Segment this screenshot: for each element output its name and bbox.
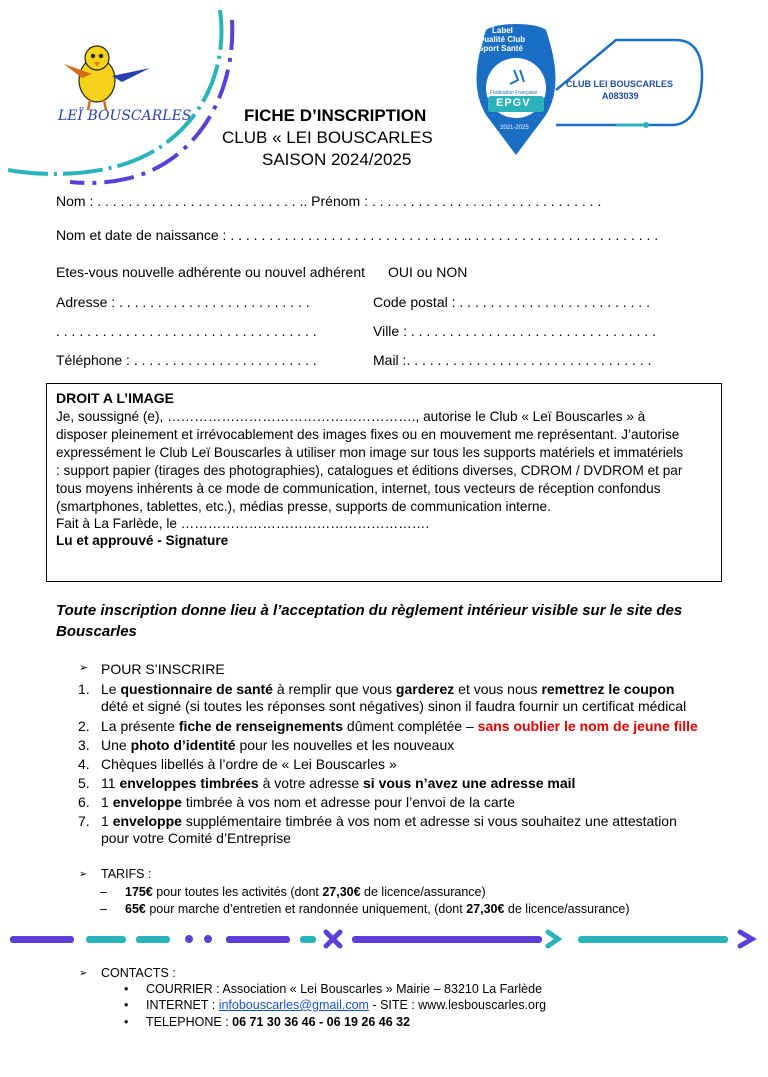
badge-club-name: CLUB LEI BOUSCARLES <box>566 79 674 89</box>
inscrire-item-3: Une photo d’identité pour les nouvelles et les nouveaux <box>101 737 455 753</box>
contacts-heading: CONTACTS : <box>101 966 176 980</box>
bullet-icon: • <box>124 982 129 996</box>
arrow-bullet-icon: ➢ <box>79 662 89 674</box>
item-number: 3. <box>78 737 90 753</box>
adresse-field[interactable]: Adresse : . . . . . . . . . . . . . . . . . . . . . . . . . <box>56 294 310 310</box>
droit-line-3: expressément le Club Leï Bouscarles à utiliser mon image sur tous les supports matériels et immatériels <box>56 445 684 460</box>
badge-label-3: Sport Santé <box>478 44 523 53</box>
badge-federation: Fédération Française <box>490 90 538 96</box>
form-title: FICHE D’INSCRIPTION <box>244 106 427 125</box>
nom-field[interactable]: Nom : . . . . . . . . . . . . . . . . . . . . . . . . . . .. Prénom : . . . . . . . . . . . . . . . . . . . . . . . . . . . . . . <box>56 193 602 209</box>
naissance-field[interactable]: Nom et date de naissance : . . . . . . . . . . . . . . . . . . . . . . . . . . . . . . .. . . . . . . . . . . . . . . . . . . . . . . . . <box>56 227 659 243</box>
inscrire-item-1: Le questionnaire de santé à remplir que vous garderez et vous nous remettrez le coupon <box>101 681 675 697</box>
item-number: 7. <box>78 813 90 829</box>
bullet-icon: • <box>124 1015 129 1029</box>
telephone-field[interactable]: Téléphone : . . . . . . . . . . . . . . . . . . . . . . . . <box>56 352 317 368</box>
mail-field[interactable]: Mail :. . . . . . . . . . . . . . . . . . . . . . . . . . . . . . . . <box>373 352 652 368</box>
inscrire-item-4: Chèques libellés à l’ordre de « Lei Bouscarles » <box>101 756 397 772</box>
notice-line-1: Toute inscription donne lieu à l’acceptation du règlement intérieur visible sur le site des <box>56 602 683 619</box>
inscrire-heading: POUR S’INSCRIRE <box>101 661 225 677</box>
code-postal-field[interactable]: Code postal : . . . . . . . . . . . . . . . . . . . . . . . . . <box>373 294 650 310</box>
badge-label-1: Label <box>492 26 513 35</box>
tarif-item-1: 175€ pour toutes les activités (dont 27,30€ de licence/assurance) <box>125 885 486 899</box>
contact-telephone: TELEPHONE : 06 71 30 36 46 - 06 19 26 46 32 <box>146 1015 411 1029</box>
contact-internet: INTERNET : infobouscarles@gmail.com - SITE : www.lesbouscarles.org <box>146 998 547 1012</box>
inscrire-item-5: 11 enveloppes timbrées à votre adresse si vous n’avez une adresse mail <box>101 775 576 791</box>
email-link[interactable]: infobouscarles@gmail.com <box>218 998 369 1012</box>
tarifs-heading: TARIFS : <box>101 867 152 881</box>
bullet-icon: • <box>124 998 129 1012</box>
adresse2-field[interactable]: . . . . . . . . . . . . . . . . . . . . . . . . . . . . . . . . . . <box>56 323 317 339</box>
droit-title: DROIT A L’IMAGE <box>56 390 174 406</box>
droit-line-6: (smartphones, tablettes, etc.), médias presse, supports de communication interne. <box>56 499 551 514</box>
adherent-answer[interactable]: OUI ou NON <box>388 264 468 280</box>
dash-bullet: – <box>100 885 107 899</box>
badge-label-2: Qualité Club <box>478 35 526 44</box>
dash-bullet: – <box>100 902 107 916</box>
contact-courrier: COURRIER : Association « Lei Bouscarles » Mairie – 83210 La Farlède <box>146 982 543 996</box>
item-number: 1. <box>78 681 90 697</box>
droit-line-1: Je, soussigné (e), ………………………………………………., autorise le Club « Leï Bouscarles » à <box>56 409 646 424</box>
droit-line-4: : support papier (tirages des photographies), catalogues et éditions diverses, CDROM / DVDROM et par <box>56 463 683 478</box>
inscrire-item-1-cont: dété et signé (si toutes les réponses sont négatives) sinon il faudra fournir un certificat médical <box>101 698 687 714</box>
inscrire-item-2: La présente fiche de renseignements dûment complétée – sans oublier le nom de jeune fille <box>101 718 698 734</box>
droit-line-5: tous moyens inhérents à ce mode de communication, internet, tous vecteurs de réception confondus <box>56 481 661 496</box>
badge-club-code: A083039 <box>602 91 639 101</box>
inscrire-item-6: 1 enveloppe timbrée à vos nom et adresse pour l’envoi de la carte <box>101 794 515 810</box>
decorative-divider <box>0 926 768 954</box>
arrow-bullet-icon: ➢ <box>79 869 88 880</box>
item-number: 5. <box>78 775 90 791</box>
tarif-item-2: 65€ pour marche d’entretien et randonnée uniquement, (dont 27,30€ de licence/assurance) <box>125 902 630 916</box>
inscrire-item-7-cont: pour votre Comité d’Entreprise <box>101 830 291 846</box>
inscrire-item-7: 1 enveloppe supplémentaire timbrée à vos nom et adresse si vous souhaitez une attestation <box>101 813 677 829</box>
item-number: 6. <box>78 794 90 810</box>
droit-line-2: disposer pleinement et irrévocablement des images fixes ou en mouvement me représentant. J’autorise <box>56 427 680 442</box>
arrow-bullet-icon: ➢ <box>79 968 88 979</box>
decorative-swirl <box>0 0 260 200</box>
item-number: 4. <box>78 756 90 772</box>
label-badge <box>466 20 706 160</box>
ville-field[interactable]: Ville : . . . . . . . . . . . . . . . . . . . . . . . . . . . . . . . . <box>373 323 656 339</box>
droit-fait[interactable]: Fait à La Farlède, le ………………………………………………. <box>56 516 430 531</box>
logo-text: LEÏ BOUSCARLES <box>58 108 192 124</box>
adherent-question: Etes-vous nouvelle adhérente ou nouvel adhérent <box>56 264 365 280</box>
badge-epgv: EPGV <box>496 97 531 109</box>
club-name: CLUB « LEI BOUSCARLES <box>222 128 433 147</box>
item-number: 2. <box>78 718 90 734</box>
badge-years: 2021-2025 <box>500 125 529 131</box>
season: SAISON 2024/2025 <box>262 150 412 169</box>
droit-signature: Lu et approuvé - Signature <box>56 533 229 548</box>
notice-line-2: Bouscarles <box>56 623 137 640</box>
